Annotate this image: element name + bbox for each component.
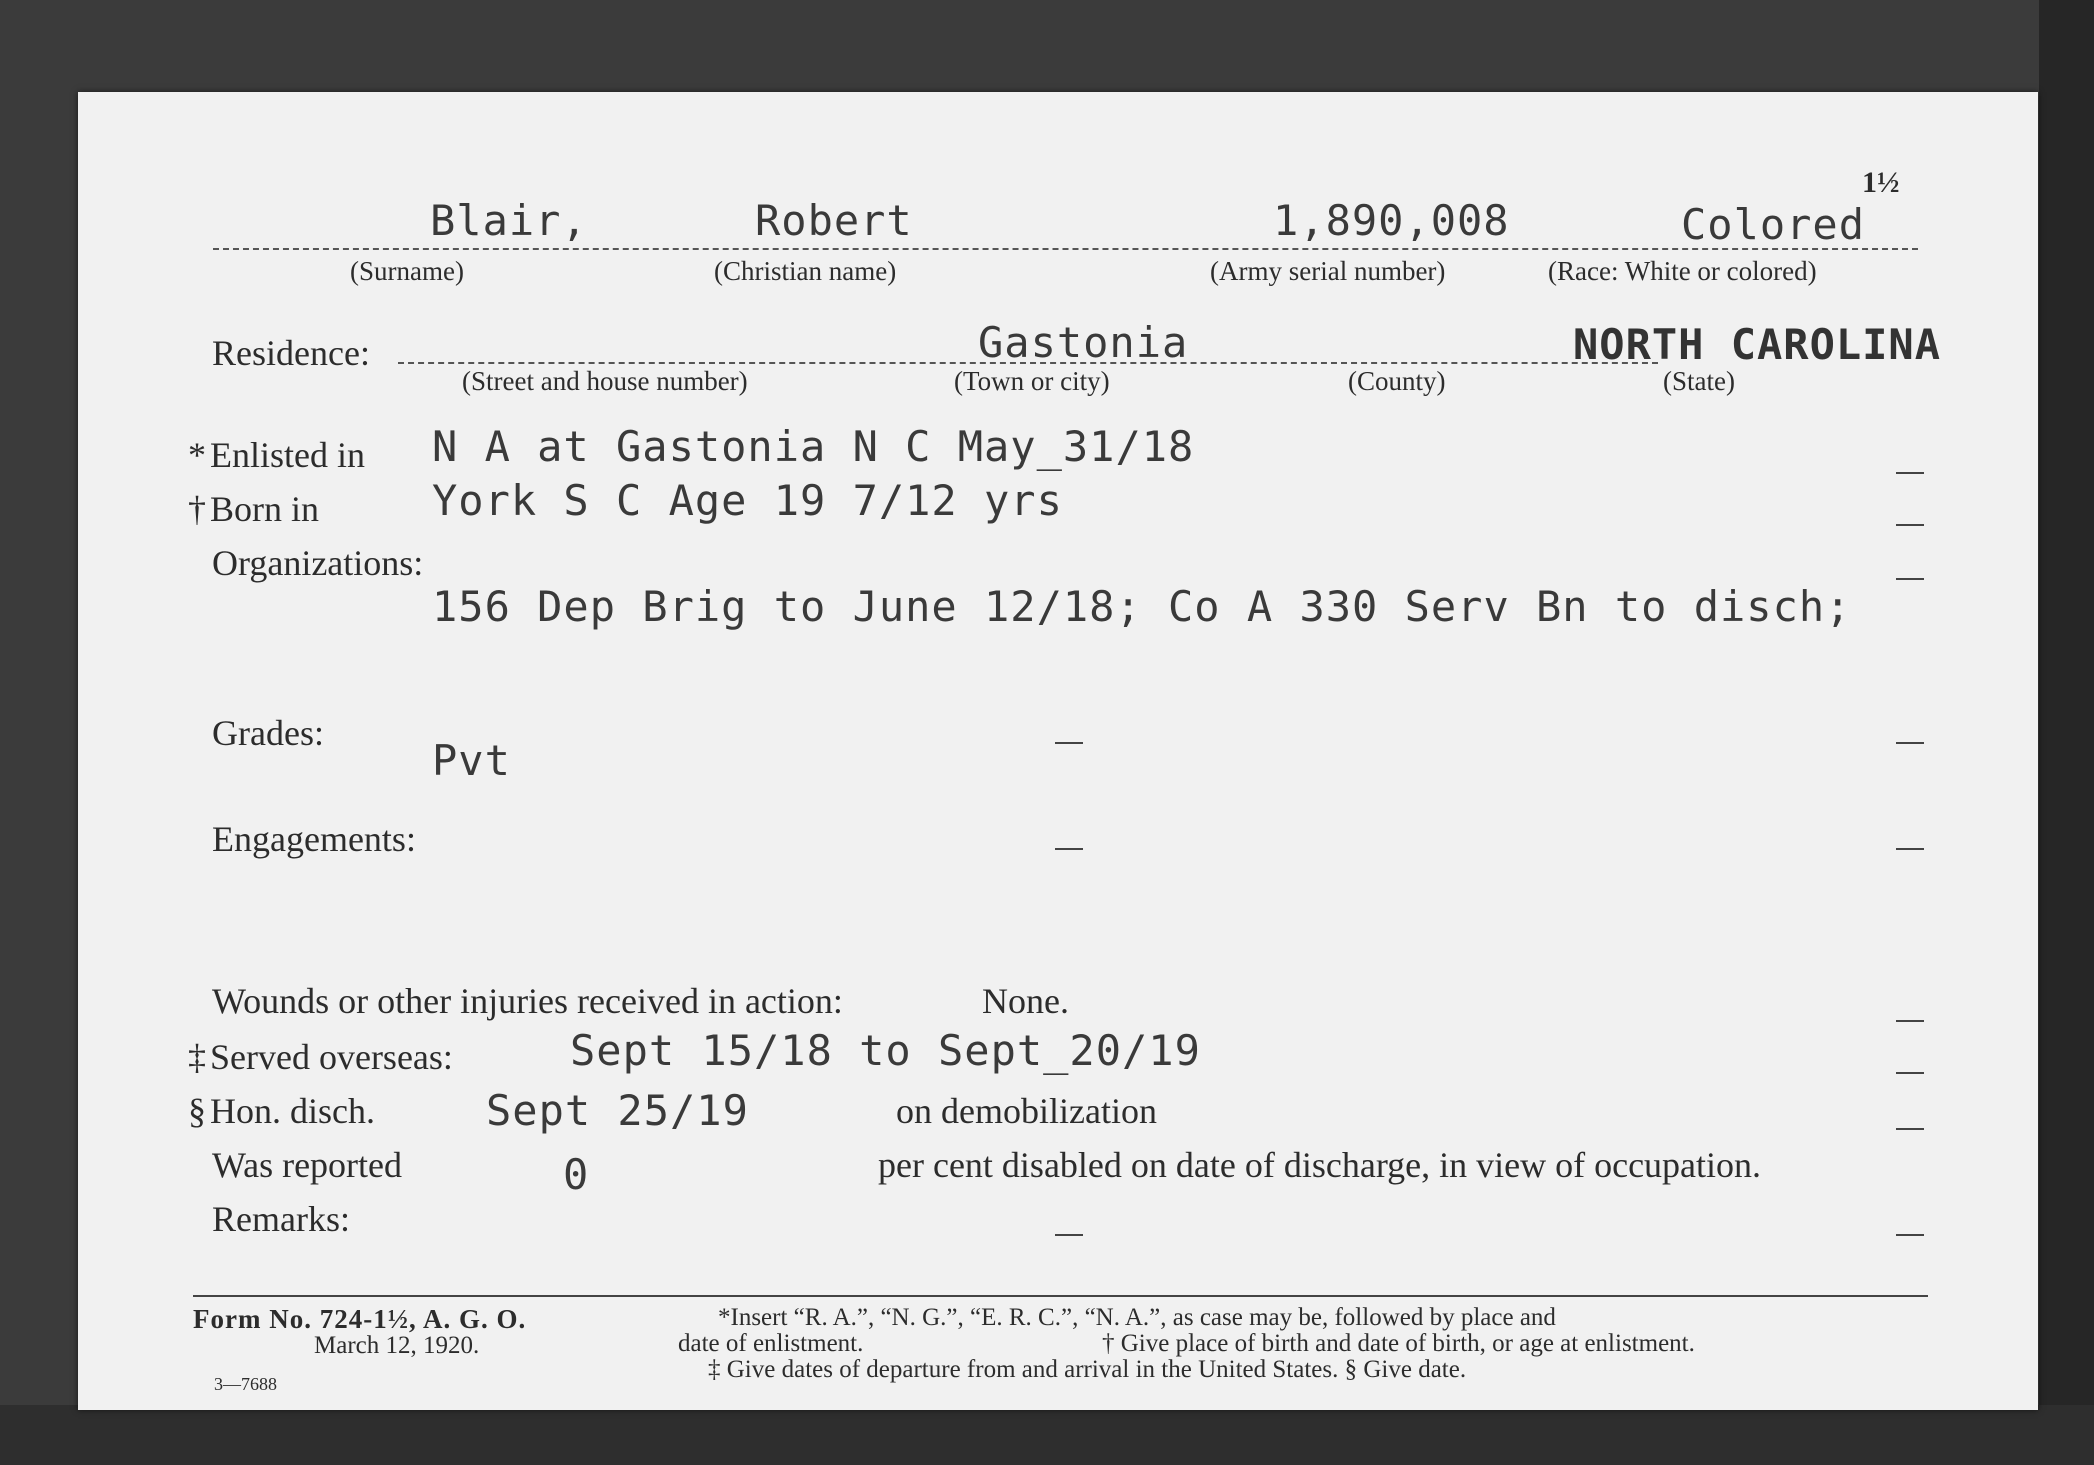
street-caption: (Street and house number)	[462, 366, 748, 396]
overseas-value: Sept 15/18 to Sept_20/19	[570, 1026, 1201, 1075]
footnote-overseas: ‡ Give dates of departure from and arrival in the United States. § Give date.	[708, 1356, 1467, 1383]
footnote-birth: † Give place of birth and date of birth, or age at enlistment.	[1102, 1330, 1695, 1357]
residence-label: Residence:	[212, 333, 370, 373]
wounds-value: None.	[982, 981, 1069, 1021]
county-caption: (County)	[1348, 366, 1446, 396]
reported-text: per cent disabled on date of discharge, in view of occupation.	[878, 1145, 1762, 1185]
state-caption: (State)	[1663, 366, 1735, 396]
serial-number-caption: (Army serial number)	[1210, 256, 1446, 286]
footnote-enlistment: date of enlistment.	[678, 1330, 864, 1357]
race-caption: (Race: White or colored)	[1548, 256, 1817, 286]
disch-label-text: Hon. disch.	[210, 1091, 375, 1131]
margin-dash	[1896, 1128, 1924, 1130]
reported-label: Was reported	[212, 1145, 403, 1185]
surname-value: Blair,	[430, 196, 588, 245]
surname-caption: (Surname)	[350, 256, 464, 286]
footer-rule	[193, 1295, 1928, 1297]
born-label	[188, 488, 319, 530]
organizations-label: Organizations:	[212, 543, 424, 583]
background-edge	[2039, 0, 2094, 1465]
disch-label	[188, 1090, 375, 1132]
disch-date: Sept 25/19	[486, 1086, 749, 1135]
remarks-label: Remarks:	[212, 1199, 350, 1239]
record-card	[78, 92, 2038, 1410]
header-line	[213, 248, 1918, 250]
overseas-label	[188, 1036, 453, 1078]
margin-dash	[1896, 742, 1924, 744]
town-caption: (Town or city)	[954, 366, 1110, 396]
margin-dash	[1896, 578, 1924, 580]
margin-dash	[1896, 848, 1924, 850]
enlisted-label	[188, 434, 365, 476]
race-value: Colored	[1681, 200, 1866, 249]
footnote-insert: *Insert “R. A.”, “N. G.”, “E. R. C.”, “N. A.”, as case may be, followed by place and	[718, 1304, 1556, 1331]
margin-dash	[1896, 1020, 1924, 1022]
margin-dash	[1055, 742, 1083, 744]
form-number: Form No. 724-1½, A. G. O.	[193, 1304, 527, 1334]
overseas-mark: ‡	[188, 1037, 206, 1077]
grades-value: Pvt	[432, 736, 511, 785]
margin-dash	[1896, 472, 1924, 474]
card-fraction: 1½	[1862, 166, 1900, 199]
engagements-label: Engagements:	[212, 819, 416, 859]
residence-line	[398, 362, 1658, 364]
enlisted-label-text: Enlisted in	[210, 435, 365, 475]
form-date: March 12, 1920.	[314, 1332, 480, 1359]
serial-number-value: 1,890,008	[1273, 196, 1510, 245]
margin-dash	[1055, 848, 1083, 850]
born-value: York S C Age 19 7/12 yrs	[432, 476, 1063, 525]
christian-name-value: Robert	[755, 196, 913, 245]
disch-reason: on demobilization	[896, 1091, 1157, 1131]
grades-label: Grades:	[212, 713, 324, 753]
organizations-value: 156 Dep Brig to June 12/18; Co A 330 Serv Bn to disch;	[432, 582, 1852, 631]
born-mark: †	[188, 489, 206, 529]
margin-dash	[1896, 1234, 1924, 1236]
christian-name-caption: (Christian name)	[714, 256, 897, 286]
margin-dash	[1055, 1234, 1083, 1236]
background-bottom	[0, 1405, 2094, 1465]
margin-dash	[1896, 1072, 1924, 1074]
margin-dash	[1896, 524, 1924, 526]
disch-mark: §	[188, 1091, 206, 1131]
reported-value: 0	[563, 1150, 590, 1199]
print-code: 3—7688	[214, 1374, 277, 1394]
overseas-label-text: Served overseas:	[210, 1037, 453, 1077]
enlisted-value: N A at Gastonia N C May_31/18	[432, 422, 1195, 471]
wounds-label: Wounds or other injuries received in action:	[212, 981, 843, 1021]
residence-state: NORTH CAROLINA	[1573, 320, 1942, 369]
born-label-text: Born in	[210, 489, 320, 529]
enlisted-mark: *	[188, 435, 206, 475]
residence-town: Gastonia	[978, 318, 1189, 367]
